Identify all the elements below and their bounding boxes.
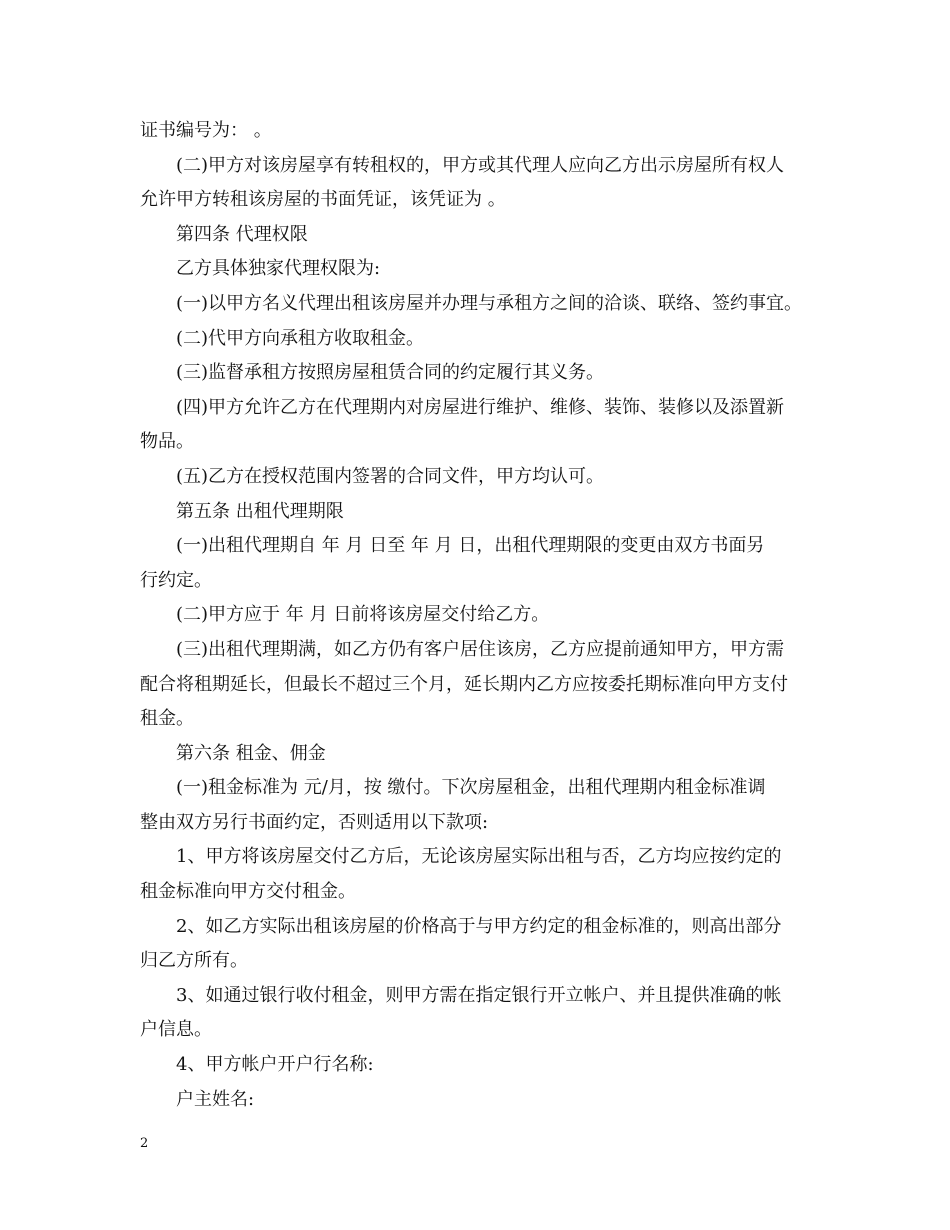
text-line: 配合将租期延长，但最长不超过三个月，延长期内乙方应按委托期标准向甲方支付 — [140, 673, 788, 695]
text-line: 物品。 — [140, 431, 194, 453]
text-line: 租金。 — [140, 708, 194, 730]
section-heading: 第四条 代理权限 — [176, 223, 308, 245]
text-line: 3、如通过银行收付租金，则甲方需在指定银行开立帐户、并且提供准确的帐 — [176, 984, 782, 1006]
text-line: 户主姓名: — [176, 1088, 255, 1110]
text-line: 4、甲方帐户开户行名称: — [176, 1054, 374, 1076]
text-line: (二)甲方对该房屋享有转租权的，甲方或其代理人应向乙方出示房屋所有权人 — [176, 154, 785, 176]
text-line: 归乙方所有。 — [140, 950, 248, 972]
text-line: 行约定。 — [140, 569, 212, 591]
text-line: 证书编号为： 。 — [140, 120, 272, 141]
section-heading: 第五条 出租代理期限 — [176, 500, 344, 522]
section-heading: 第六条 租金、佣金 — [176, 742, 326, 764]
text-line: (五)乙方在授权范围内签署的合同文件，甲方均认可。 — [176, 465, 605, 487]
text-line: 户信息。 — [140, 1019, 212, 1041]
document-body — [140, 114, 830, 1117]
text-line: 租金标准向甲方交付租金。 — [140, 881, 356, 903]
text-line: (二)代甲方向承租方收取租金。 — [176, 327, 425, 349]
text-line: 整由双方另行书面约定，否则适用以下款项: — [140, 811, 489, 833]
text-line: (三)监督承租方按照房屋租赁合同的约定履行其义务。 — [176, 362, 605, 384]
page-number: 2 — [140, 1136, 149, 1151]
text-line: (二)甲方应于 年 月 日前将该房屋交付给乙方。 — [176, 604, 550, 626]
text-line: (一)租金标准为 元/月，按 缴付。下次房屋租金，出租代理期内租金标准调 — [176, 777, 766, 799]
text-line: 1、甲方将该房屋交付乙方后，无论该房屋实际出租与否，乙方均应按约定的 — [176, 846, 782, 868]
text-line: 2、如乙方实际出租该房屋的价格高于与甲方约定的租金标准的，则高出部分 — [176, 915, 782, 937]
text-line: (一)以甲方名义代理出租该房屋并办理与承租方之间的洽谈、联络、签约事宜。 — [176, 292, 803, 314]
text-line: (三)出租代理期满，如乙方仍有客户居住该房，乙方应提前通知甲方，甲方需 — [176, 638, 785, 660]
text-line: (四)甲方允许乙方在代理期内对房屋进行维护、维修、装饰、装修以及添置新 — [176, 396, 785, 418]
text-line: (一)出租代理期自 年 月 日至 年 月 日，出租代理期限的变更由双方书面另 — [176, 535, 765, 557]
text-line: 允许甲方转租该房屋的书面凭证，该凭证为 。 — [140, 189, 506, 211]
text-line: 乙方具体独家代理权限为: — [176, 258, 381, 280]
